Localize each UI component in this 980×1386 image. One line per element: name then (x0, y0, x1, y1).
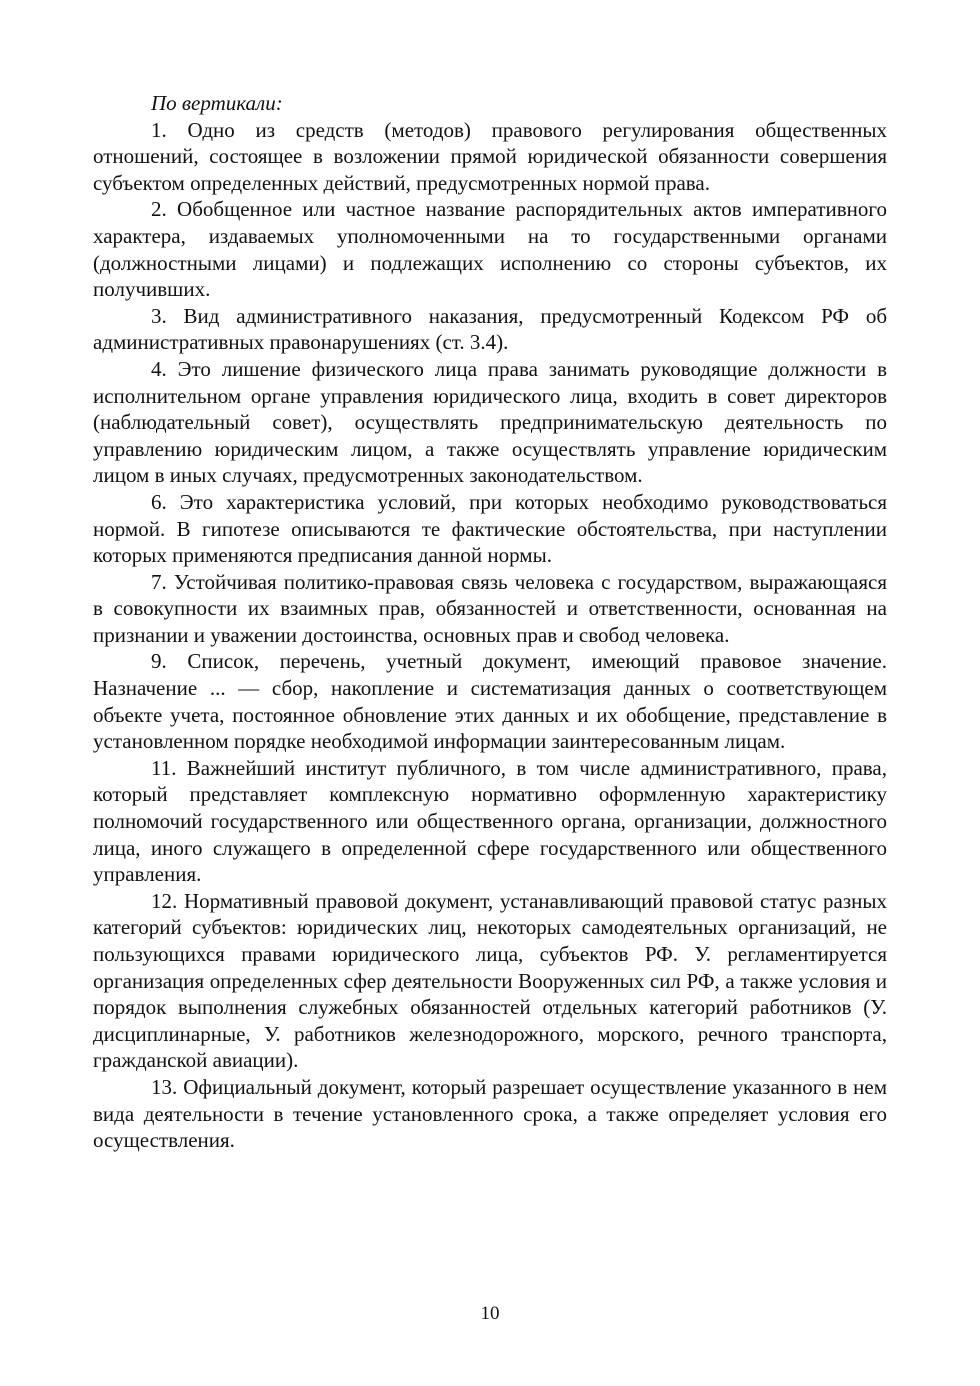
page-number: 10 (480, 1303, 500, 1324)
clue-entry-4: 4. Это лишение физического лица права занимать руководящие должности в исполнительном органе управления юридического лица, входить в совет директоров (наблюдательный совет), осуществлять предпринимательскую деятельность по управлению юридическим лицом, а также осуществлять управление юридическим лицом в иных случаях, предусмотренных законодательством. (93, 356, 887, 488)
clue-entry-13: 13. Официальный документ, который разрешает осуществление указанного в нем вида деятельности в течение установленного срока, а также определяет условия его осуществления. (93, 1074, 887, 1153)
clue-entry-9: 9. Список, перечень, учетный документ, имеющий правовое значение. Назначение ... — сбор, накопление и систематизация данных о соответствующем объекте учета, постоянное обновление этих данных и их обобщение, представление в установленном порядке необходимой информации заинтересованным лицам. (93, 649, 887, 754)
clue-entry-11: 11. Важнейший институт публичного, в том числе административного, права, который представляет комплексную нормативно оформленную характеристику полномочий государственного или общественного органа, организации, должностного лица, иного служащего в определенной сфере государственного или общественного управления. (93, 755, 887, 887)
section-heading: По вертикали: (151, 91, 283, 115)
clue-entry-6: 6. Это характеристика условий, при которых необходимо руководствоваться нормой. В гипотезе описываются те фактические обстоятельства, при наступлении которых применяются предписания данной нормы. (93, 489, 887, 568)
page-content (93, 90, 887, 1154)
clue-entry-12: 12. Нормативный правовой документ, устанавливающий правовой статус разных категорий субъектов: юридических лиц, некоторых самодеятельных организаций, не пользующихся правами юридического лица, субъектов РФ. У. регламентируется организация определенных сфер деятельности Вооруженных сил РФ, а также условия и порядок выполнения служебных обязанностей отдельных категорий работников (У. дисциплинарные, У. работников железнодорожного, морского, речного транспорта, гражданской авиации). (93, 888, 887, 1073)
clue-entry-7: 7. Устойчивая политико-правовая связь человека с государством, выражающаяся в совокупности их взаимных прав, обязанностей и ответственности, основанная на признании и уважении достоинства, основных прав и свобод человека. (93, 569, 887, 647)
clue-entry-3: 3. Вид административного наказания, предусмотренный Кодексом РФ об административных правонарушениях (ст. 3.4). (93, 303, 887, 355)
clue-entry-1: 1. Одно из средств (методов) правового регулирования общественных отношений, состоящее в возложении прямой юридической обязанности совершения субъектом определенных действий, предусмотренных нормой права. (93, 117, 887, 195)
clue-entry-2: 2. Обобщенное или частное название распорядительных актов императивного характера, издаваемых уполномоченными на то государственными органами (должностными лицами) и подлежащих исполнению со стороны субъектов, их получивших. (93, 197, 887, 302)
